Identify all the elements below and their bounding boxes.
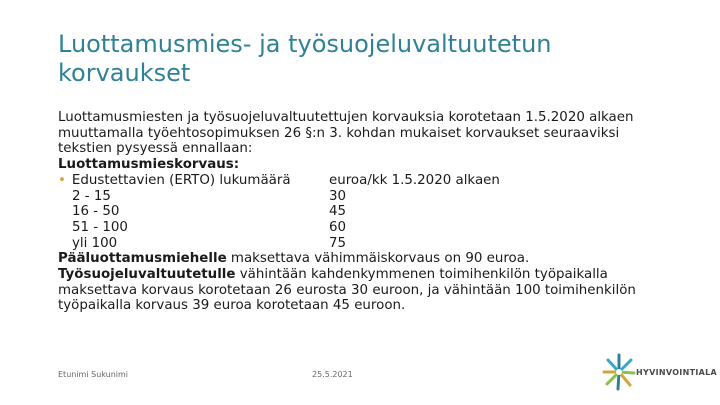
- safety-text: vähintään kahdenkymmenen toimihenkilön työpaikalla: [235, 267, 608, 283]
- slide-body: [58, 110, 698, 314]
- tier-amount: 30: [329, 188, 347, 204]
- tier-row: [58, 220, 698, 236]
- safety-paragraph-line: [58, 267, 698, 283]
- tier-row: [58, 236, 698, 252]
- tier-range: 51 - 100: [72, 219, 128, 235]
- chief-paragraph: [58, 251, 698, 267]
- safety-paragraph-line: maksettava korvaus korotetaan 26 eurosta 30 euroon, ja vähintään 100 toimihenkilön: [58, 282, 636, 298]
- footer-date: 25.5.2021: [312, 370, 353, 379]
- brand-logo: [602, 352, 717, 392]
- tier-amount: 75: [329, 235, 347, 251]
- tier-amount: 45: [329, 204, 347, 220]
- safety-bold: Työsuojeluvaltuutetulle: [58, 267, 236, 283]
- intro-line: Luottamusmiesten ja työsuojeluvaltuutettujen korvauksia korotetaan 1.5.2020 alkaen: [58, 110, 634, 125]
- bullet-label: Edustettavien (ERTO) lukumäärä: [71, 172, 291, 188]
- bullet-dot-icon: •: [58, 172, 66, 188]
- slide-title: Luottamusmies- ja työsuojeluvaltuutetun korvaukset: [58, 30, 552, 87]
- tier-row: [58, 204, 698, 220]
- tier-range: yli 100: [72, 235, 118, 251]
- intro-line: tekstien pysyessä ennallaan:: [58, 141, 253, 157]
- tier-range: 16 - 50: [72, 204, 120, 220]
- tier-amount: 60: [329, 219, 347, 235]
- chief-bold: Pääluottamusmiehelle: [58, 251, 227, 267]
- tier-row: [58, 189, 698, 205]
- intro-line: muuttamalla työehtosopimuksen 26 §:n 3. kohdan mukaiset korvaukset seuraaviksi: [58, 125, 620, 141]
- chief-text: maksettava vähimmäiskorvaus on 90 euroa.: [226, 251, 530, 267]
- bullet-row: [58, 173, 698, 189]
- column-header: euroa/kk 1.5.2020 alkaen: [329, 172, 500, 188]
- footer-name: Etunimi Sukunimi: [58, 370, 129, 379]
- logo-text: HYVINVOINTIALA: [636, 368, 717, 377]
- safety-paragraph-line: työpaikalla korvaus 39 euroa korotetaan 45 euroon.: [58, 298, 406, 314]
- section-heading: Luottamusmieskorvaus:: [58, 157, 240, 173]
- starburst-logo-icon: [602, 352, 636, 392]
- tier-range: 2 - 15: [72, 188, 111, 204]
